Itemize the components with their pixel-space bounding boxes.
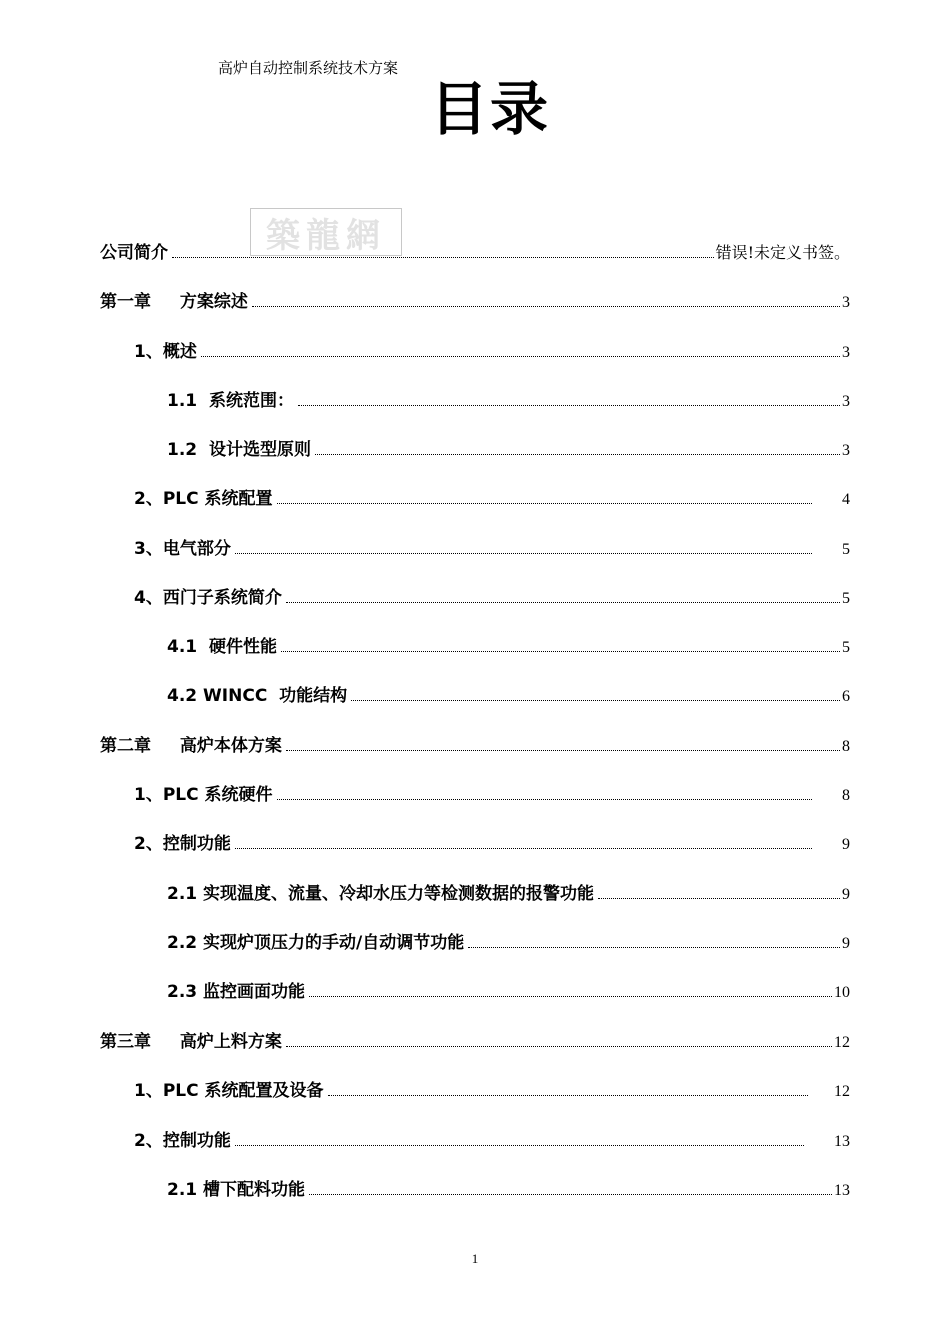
toc-entry-chapter-3[interactable] bbox=[100, 1027, 850, 1051]
toc-leader-dots bbox=[309, 995, 832, 997]
toc-entry-control-functions[interactable] bbox=[134, 829, 850, 853]
toc-leader-dots bbox=[235, 847, 812, 849]
toc-entry-pressure-regulation[interactable] bbox=[167, 928, 850, 952]
toc-entry-page: 错误!未定义书签。 bbox=[715, 243, 850, 262]
toc-entry-page: 5 bbox=[842, 639, 850, 656]
toc-entry-label: 1.1 系统范围： bbox=[167, 391, 294, 411]
toc-leader-dots bbox=[172, 256, 714, 258]
toc-entry-page: 5 bbox=[842, 590, 850, 607]
toc-entry-page: 10 bbox=[834, 984, 850, 1001]
toc-leader-dots bbox=[281, 650, 840, 652]
toc-entry-label: 2、控制功能 bbox=[134, 1131, 231, 1151]
toc-leader-dots bbox=[252, 305, 840, 307]
toc-entry-page: 3 bbox=[842, 344, 850, 361]
toc-entry-label: 1、PLC 系统配置及设备 bbox=[134, 1081, 324, 1101]
toc-entry-page: 9 bbox=[842, 836, 850, 853]
toc-entry-siemens-intro[interactable] bbox=[134, 583, 850, 607]
toc-entry-plc-hardware[interactable] bbox=[134, 780, 850, 804]
toc-entry-page: 3 bbox=[842, 294, 850, 311]
toc-entry-batching-function[interactable] bbox=[167, 1175, 850, 1199]
toc-entry-page: 13 bbox=[834, 1133, 850, 1150]
toc-entry-label: 2.1 实现温度、流量、冷却水压力等检测数据的报警功能 bbox=[167, 884, 595, 904]
toc-leader-dots bbox=[598, 897, 840, 899]
toc-entry-monitoring-screen[interactable] bbox=[167, 977, 850, 1001]
toc-entry-label: 2.2 实现炉顶压力的手动/自动调节功能 bbox=[167, 933, 465, 953]
toc-leader-dots bbox=[277, 798, 812, 800]
toc-leader-dots bbox=[235, 552, 812, 554]
toc-entry-page: 12 bbox=[834, 1034, 850, 1051]
toc-entry-chapter-1[interactable] bbox=[100, 287, 850, 311]
toc-entry-label: 1、PLC 系统硬件 bbox=[134, 785, 273, 805]
toc-entry-label: 2.3 监控画面功能 bbox=[167, 982, 306, 1002]
toc-leader-dots bbox=[328, 1094, 808, 1096]
toc-entry-label: 第一章 方案综述 bbox=[100, 292, 248, 312]
toc-entry-design-principles[interactable] bbox=[167, 435, 850, 459]
toc-entry-plc-config-equipment[interactable] bbox=[134, 1076, 850, 1100]
toc-entry-page: 4 bbox=[842, 491, 850, 508]
toc-title: 目录 bbox=[429, 75, 550, 143]
toc-entry-overview[interactable] bbox=[134, 337, 850, 361]
toc-entry-label: 4.1 硬件性能 bbox=[167, 637, 277, 657]
toc-leader-dots bbox=[201, 355, 840, 357]
toc-entry-plc-config[interactable] bbox=[134, 484, 850, 508]
toc-entry-page: 9 bbox=[842, 886, 850, 903]
toc-leader-dots bbox=[286, 749, 840, 751]
toc-entry-hardware-performance[interactable] bbox=[167, 632, 850, 656]
toc-entry-company-intro[interactable] bbox=[100, 238, 850, 262]
toc-entry-label: 公司简介 bbox=[100, 243, 168, 263]
toc-leader-dots bbox=[298, 404, 840, 406]
toc-entry-page: 3 bbox=[842, 442, 850, 459]
toc-entry-alarm-function[interactable] bbox=[167, 879, 850, 903]
toc-leader-dots bbox=[286, 1045, 832, 1047]
toc-leader-dots bbox=[351, 699, 840, 701]
document-header-title: 高炉自动控制系统技术方案 bbox=[218, 59, 399, 77]
toc-entry-wincc-structure[interactable] bbox=[167, 681, 850, 705]
toc-entry-control-functions-2[interactable] bbox=[134, 1126, 850, 1150]
toc-leader-dots bbox=[235, 1144, 804, 1146]
toc-entry-chapter-2[interactable] bbox=[100, 731, 850, 755]
toc-entry-page: 3 bbox=[842, 393, 850, 410]
toc-entry-label: 第二章 高炉本体方案 bbox=[100, 736, 282, 756]
watermark-stamp: 築龍網 bbox=[250, 208, 402, 256]
toc-entry-label: 2.1 槽下配料功能 bbox=[167, 1180, 306, 1200]
toc-entry-electrical[interactable] bbox=[134, 534, 850, 558]
toc-leader-dots bbox=[468, 946, 840, 948]
toc-entry-label: 1、概述 bbox=[134, 342, 197, 362]
toc-entry-page: 13 bbox=[834, 1182, 850, 1199]
toc-entry-page: 12 bbox=[834, 1083, 850, 1100]
toc-leader-dots bbox=[286, 601, 840, 603]
toc-entry-label: 2、控制功能 bbox=[134, 834, 231, 854]
toc-entry-label: 3、电气部分 bbox=[134, 539, 231, 559]
toc-entry-page: 8 bbox=[842, 787, 850, 804]
toc-entry-label: 4、西门子系统简介 bbox=[134, 588, 282, 608]
toc-entry-page: 8 bbox=[842, 738, 850, 755]
toc-entry-page: 9 bbox=[842, 935, 850, 952]
toc-leader-dots bbox=[309, 1193, 832, 1195]
toc-entry-system-scope[interactable] bbox=[167, 386, 850, 410]
toc-entry-label: 第三章 高炉上料方案 bbox=[100, 1032, 282, 1052]
toc-leader-dots bbox=[315, 453, 840, 455]
toc-entry-label: 4.2 WINCC 功能结构 bbox=[167, 686, 348, 706]
toc-entry-label: 1.2 设计选型原则 bbox=[167, 440, 311, 460]
page-number: 1 bbox=[471, 1251, 479, 1266]
toc-entry-label: 2、PLC 系统配置 bbox=[134, 489, 273, 509]
toc-leader-dots bbox=[277, 502, 812, 504]
toc-entry-page: 6 bbox=[842, 688, 850, 705]
toc-entry-page: 5 bbox=[842, 541, 850, 558]
